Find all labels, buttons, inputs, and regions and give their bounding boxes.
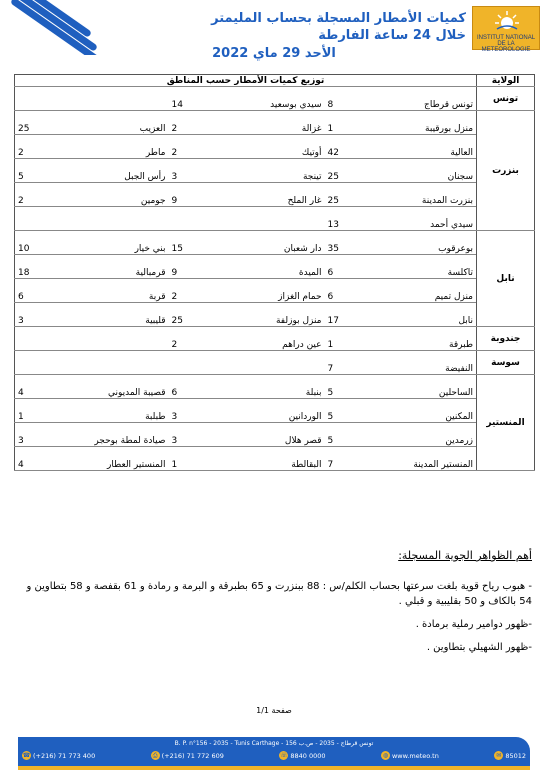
phone-1-text: (+216) 71 773 400 — [33, 751, 96, 760]
station-name: منزل بوزلفة — [215, 303, 325, 327]
rainfall-value: 5 — [15, 159, 59, 183]
station-name: المنستير المدينة — [371, 447, 477, 471]
rainfall-value: 5 — [325, 399, 371, 423]
sms-text: 85012 — [505, 751, 526, 760]
rainfall-value: 4 — [15, 447, 59, 471]
toll-free-text: 8840 0000 — [290, 751, 326, 760]
station-name: قربة — [59, 279, 169, 303]
table-row — [15, 399, 535, 423]
rainfall-value: 35 — [325, 231, 371, 255]
rainfall-value: 2 — [15, 135, 59, 159]
station-name: طبرقة — [371, 327, 477, 351]
governorate-cell: نابل — [477, 231, 535, 327]
rainfall-value: 17 — [325, 303, 371, 327]
page-title — [211, 10, 466, 44]
notes-title: أهم الظواهر الجوية المسجلة: — [398, 549, 532, 562]
rainfall-value: 3 — [169, 423, 215, 447]
header-distribution: توزيع كميات الأمطار حسب المناطق — [15, 75, 477, 87]
rainfall-value: 25 — [325, 183, 371, 207]
rainfall-value: 42 — [325, 135, 371, 159]
rainfall-value: 1 — [169, 447, 215, 471]
station-name: الوردانين — [215, 399, 325, 423]
station-name: المنستير العطار — [59, 447, 169, 471]
station-name: سيدي أحمد — [371, 207, 477, 231]
note-item: -ظهور الشهيلي بتطاوين . — [426, 642, 532, 653]
station-name: نابل — [371, 303, 477, 327]
governorate-cell: سوسة — [477, 351, 535, 375]
table-row — [15, 279, 535, 303]
header-governorate: الولاية — [477, 75, 535, 87]
table-row — [15, 447, 535, 471]
footer-bar — [18, 737, 530, 767]
station-name: تونس قرطاج — [371, 87, 477, 111]
footer-sms — [494, 751, 526, 760]
rainfall-value: 6 — [325, 255, 371, 279]
table-row — [15, 255, 535, 279]
station-name: قصر هلال — [215, 423, 325, 447]
station-name — [59, 87, 169, 111]
phone-2-text: (+216) 71 772 609 — [161, 751, 224, 760]
logo-text: INSTITUT NATIONAL DE LA METEOROLOGIE — [476, 35, 536, 53]
rainfall-value: 3 — [15, 423, 59, 447]
rainfall-value: 3 — [15, 303, 59, 327]
rainfall-value: 18 — [15, 255, 59, 279]
rainfall-value: 7 — [325, 447, 371, 471]
rainfall-value: 2 — [169, 327, 215, 351]
phone-icon: ☎ — [22, 752, 31, 759]
footer-toll-free — [279, 751, 325, 760]
station-name: غزالة — [215, 111, 325, 135]
table-row — [15, 159, 535, 183]
station-name: منزل بورقيبة — [371, 111, 477, 135]
station-name: دار شعبان — [215, 231, 325, 255]
station-name: العالية — [371, 135, 477, 159]
station-name: بنزرت المدينة — [371, 183, 477, 207]
table-row — [15, 327, 535, 351]
station-name: بنبلة — [215, 375, 325, 399]
station-name: النفيضة — [371, 351, 477, 375]
rainfall-value: 9 — [169, 255, 215, 279]
rainfall-value: 5 — [325, 375, 371, 399]
rainfall-value — [15, 207, 59, 231]
station-name: المكنين — [371, 399, 477, 423]
rainfall-value: 1 — [325, 111, 371, 135]
governorate-cell: المنستير — [477, 375, 535, 471]
website-text[interactable]: www.meteo.tn — [391, 751, 439, 760]
station-name — [215, 207, 325, 231]
rainfall-value: 1 — [15, 399, 59, 423]
footer-phone-1 — [22, 751, 95, 760]
page-number: صفحة 1/1 — [256, 706, 292, 715]
rainfall-value: 2 — [169, 135, 215, 159]
rainfall-value: 6 — [15, 279, 59, 303]
station-name: طبلبة — [59, 399, 169, 423]
rainfall-value: 2 — [169, 279, 215, 303]
rainfall-value: 6 — [169, 375, 215, 399]
rainfall-value: 2 — [15, 183, 59, 207]
station-name — [59, 351, 169, 375]
rainfall-value: 13 — [325, 207, 371, 231]
rainfall-value: 5 — [325, 423, 371, 447]
rainfall-value — [169, 207, 215, 231]
inm-logo — [472, 6, 540, 53]
station-name — [59, 207, 169, 231]
rainfall-value: 14 — [169, 87, 215, 111]
table-row — [15, 351, 535, 375]
table-row — [15, 207, 535, 231]
governorate-cell: جندوبة — [477, 327, 535, 351]
station-name: قرمبالية — [59, 255, 169, 279]
footer-website[interactable] — [381, 751, 439, 760]
table-row — [15, 135, 535, 159]
table-row — [15, 111, 535, 135]
headset-icon: ☏ — [280, 752, 288, 759]
table-header-row — [15, 75, 535, 87]
station-name: غار الملح — [215, 183, 325, 207]
rainfall-value — [15, 351, 59, 375]
sms-icon: ✉ — [496, 752, 502, 759]
rainfall-value: 6 — [325, 279, 371, 303]
rainfall-value: 15 — [169, 231, 215, 255]
rainfall-value: 25 — [169, 303, 215, 327]
station-name: صيادة لمطة بوحجر — [59, 423, 169, 447]
rainfall-value: 4 — [15, 375, 59, 399]
rainfall-value — [15, 87, 59, 111]
title-line-1: كميات الأمطار المسجلة بحساب المليمتر — [211, 11, 466, 26]
table-row — [15, 423, 535, 447]
fax-icon: ⎙ — [151, 751, 160, 760]
station-name: حمام الغزاز — [215, 279, 325, 303]
station-name — [59, 327, 169, 351]
governorate-cell: تونس — [477, 87, 535, 111]
rainfall-value: 25 — [15, 111, 59, 135]
title-line-2: خلال 24 ساعة الفارطة — [318, 28, 466, 43]
station-name — [215, 351, 325, 375]
station-name: منزل تميم — [371, 279, 477, 303]
rainfall-value — [15, 327, 59, 351]
rainfall-value: 3 — [169, 159, 215, 183]
station-name: عين دراهم — [215, 327, 325, 351]
station-name: ماطر — [59, 135, 169, 159]
station-name: تينجة — [215, 159, 325, 183]
note-item: -ظهور دوامير رملية برمادة . — [415, 619, 532, 630]
sun-icon — [495, 11, 519, 31]
footer-address: B. P. n°156 - 2035 - Tunis Carthage - تونس قرطاج - 2035 - ص.ب 156 — [174, 740, 374, 747]
table-row — [15, 231, 535, 255]
rainfall-value — [169, 351, 215, 375]
station-name: جومين — [59, 183, 169, 207]
rainfall-value: 2 — [169, 111, 215, 135]
station-name: الميدة — [215, 255, 325, 279]
station-name: العزيب — [59, 111, 169, 135]
station-name: زرمدين — [371, 423, 477, 447]
table-row — [15, 183, 535, 207]
footer-gold-bar — [18, 766, 530, 770]
rainfall-table — [14, 74, 535, 471]
station-name: تاكلسة — [371, 255, 477, 279]
station-name: قصيبة المديوني — [59, 375, 169, 399]
rainfall-value: 25 — [325, 159, 371, 183]
rainfall-value: 7 — [325, 351, 371, 375]
rainfall-value: 9 — [169, 183, 215, 207]
note-item: - هبوب رياح قوية بلغت سرعتها بحساب الكلم/س : 88 ببنزرت و 65 بطبرقة و البرمة و رمادة و 61 بقفصة و 58 بتطاوين و 54 بالكاف و 50 بقليبية و قبلي . — [26, 581, 532, 607]
station-name: الساحلين — [371, 375, 477, 399]
table-row — [15, 303, 535, 327]
table-row — [15, 375, 535, 399]
report-date: الأحد 29 ماي 2022 — [212, 46, 336, 61]
station-name: سيدي بوسعيد — [215, 87, 325, 111]
globe-icon: ◍ — [382, 752, 389, 759]
station-name: قليبية — [59, 303, 169, 327]
station-name: بني خيار — [59, 231, 169, 255]
rainfall-value: 1 — [325, 327, 371, 351]
station-name: بوعرقوب — [371, 231, 477, 255]
weather-notes — [16, 548, 532, 655]
rainfall-value: 8 — [325, 87, 371, 111]
table-row — [15, 87, 535, 111]
rainfall-value: 10 — [15, 231, 59, 255]
rainfall-value: 3 — [169, 399, 215, 423]
station-name: سجنان — [371, 159, 477, 183]
footer-phone-2 — [151, 751, 224, 760]
station-name: رأس الجبل — [59, 159, 169, 183]
governorate-cell: بنزرت — [477, 111, 535, 231]
station-name: أوتيك — [215, 135, 325, 159]
station-name: البقالطة — [215, 447, 325, 471]
